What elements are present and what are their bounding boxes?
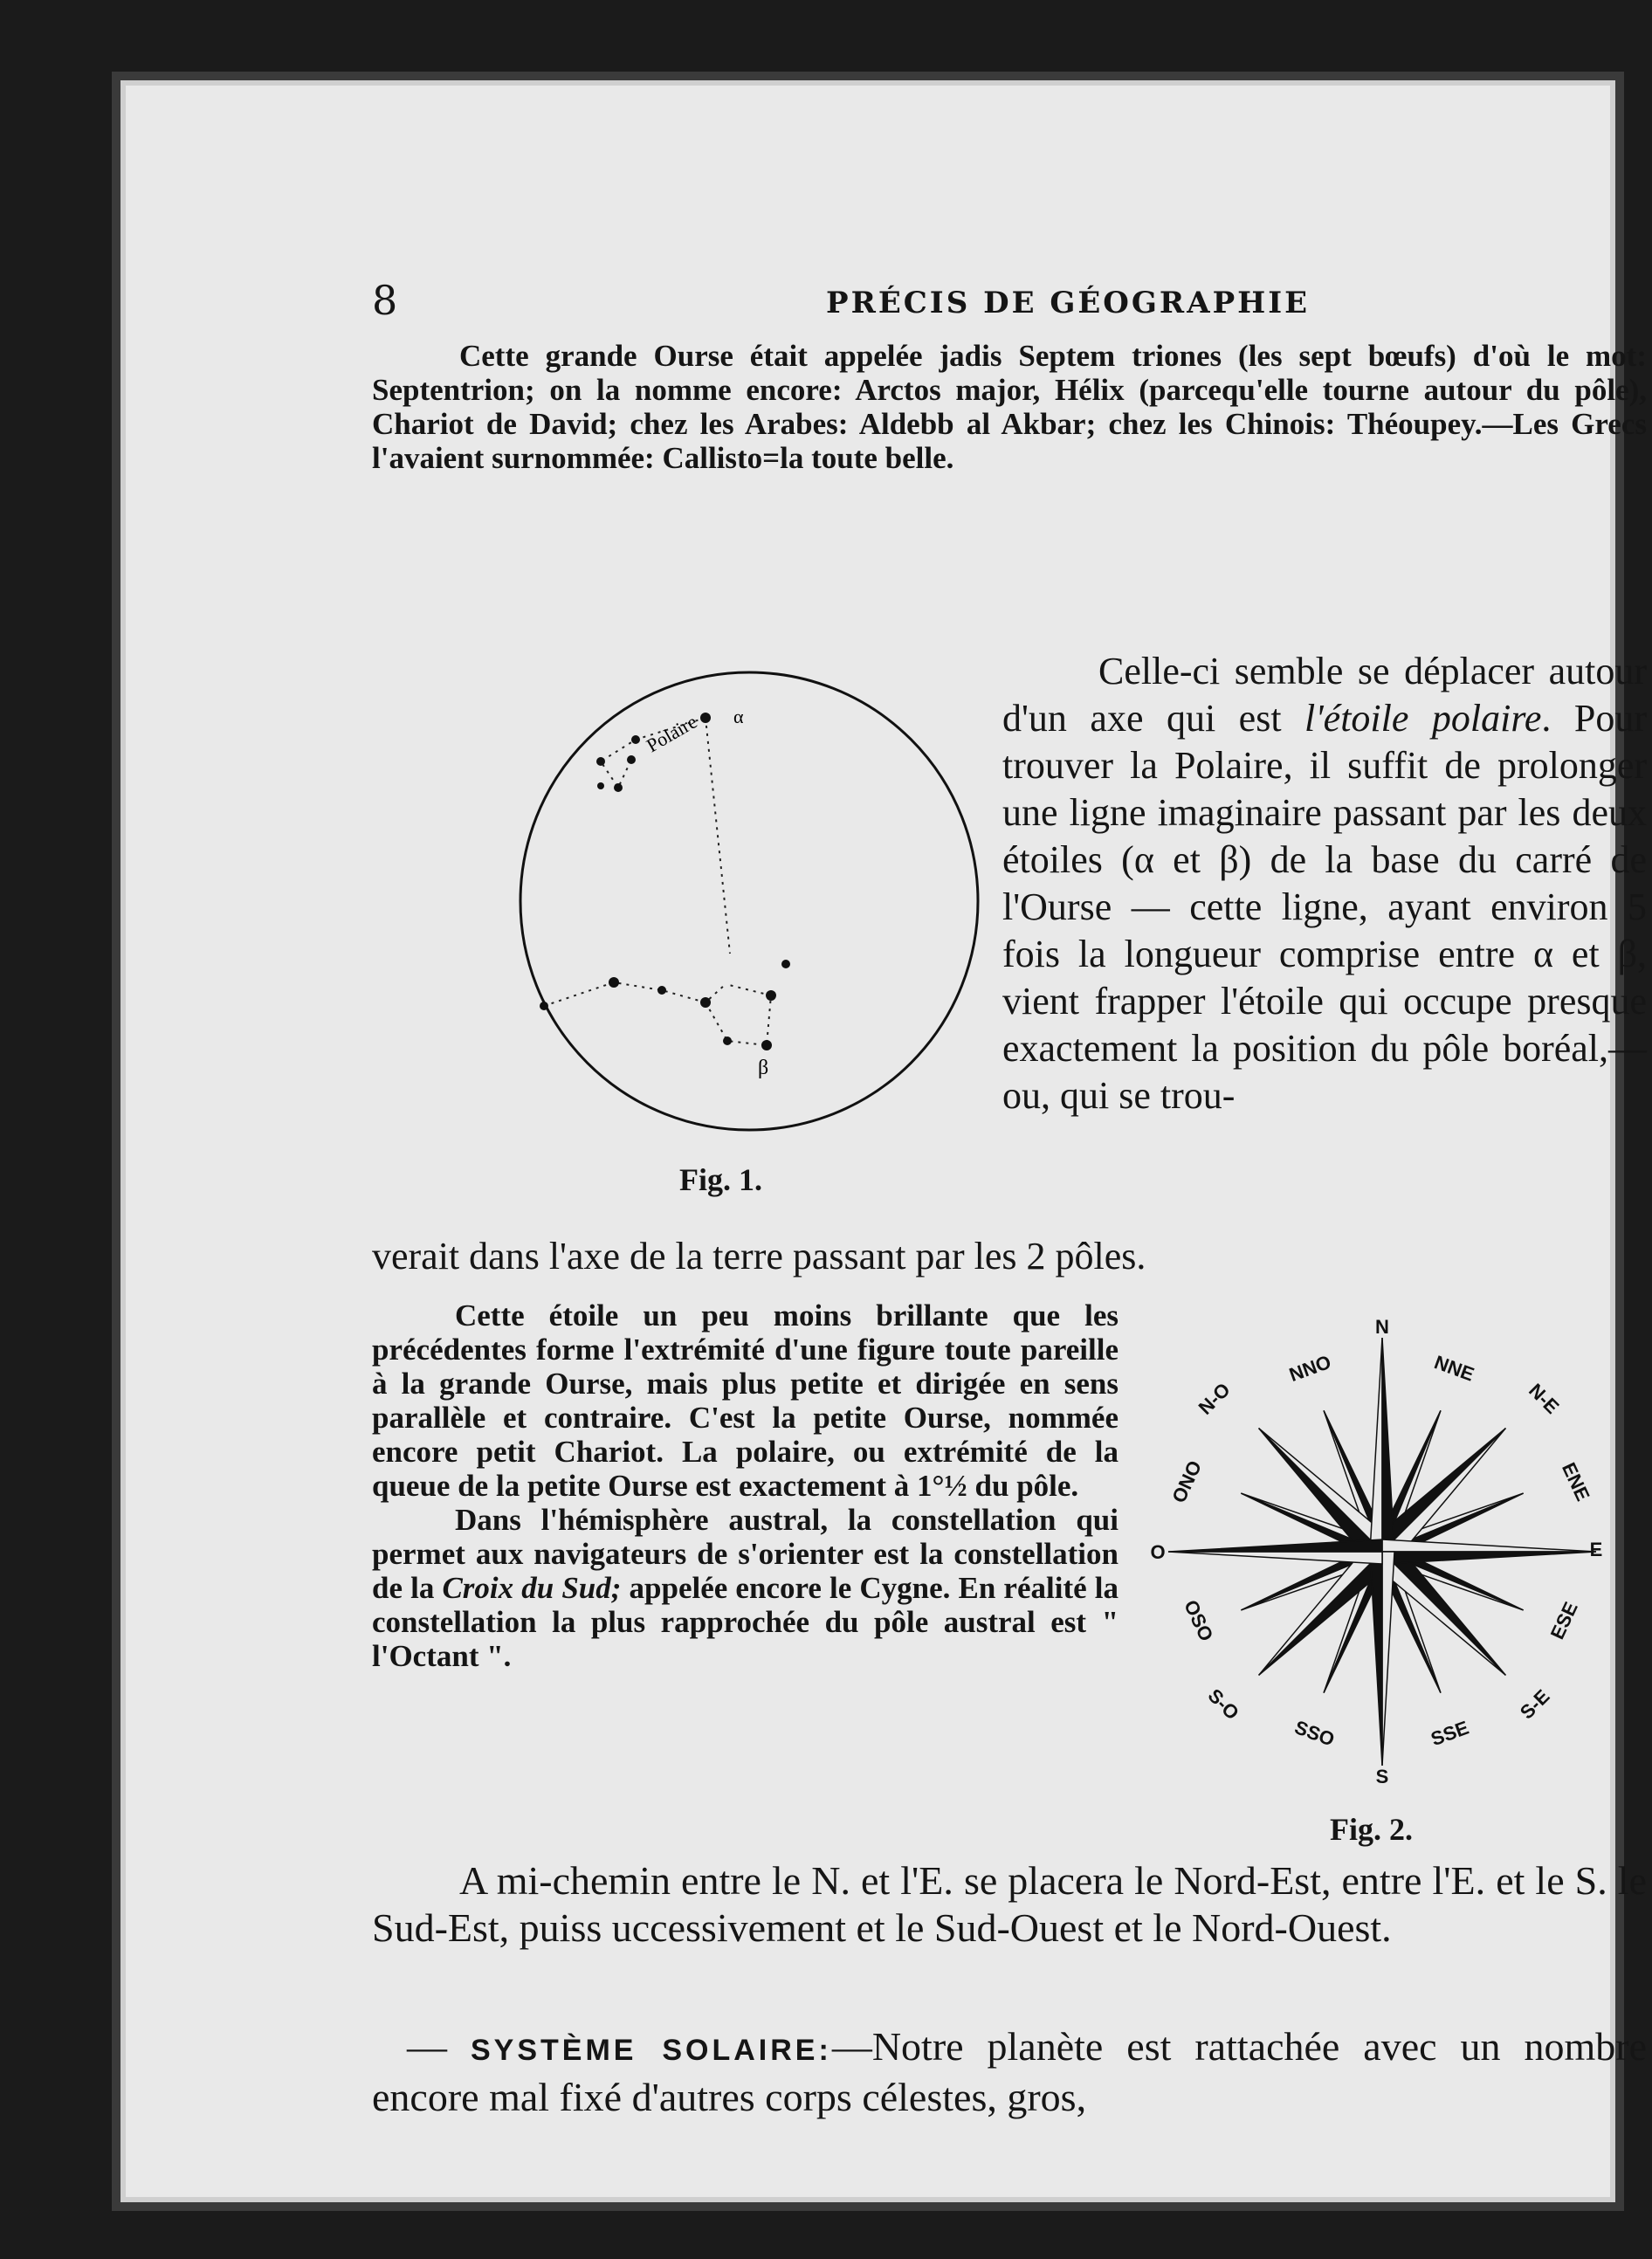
star [614, 783, 623, 792]
label-nno: NNO [1286, 1350, 1334, 1387]
paragraph-polaire [1002, 648, 1647, 1119]
label-no: N-O [1194, 1378, 1235, 1419]
compass-spike-cardinal [1370, 1338, 1382, 1552]
systeme-text: —Notre planète est rattachée avec un nombre encore mal fixé d'autres corps célestes, gros, [372, 2024, 1647, 2119]
pointer-line [706, 718, 730, 954]
star [627, 755, 636, 764]
star [596, 757, 605, 766]
paragraph-systeme-solaire [372, 2023, 1647, 2121]
page-number: 8 [372, 277, 398, 324]
star [761, 1040, 772, 1050]
compass-spike-cardinal [1168, 1552, 1382, 1564]
paragraph-petite-ourse [372, 1298, 1119, 1673]
star [700, 997, 711, 1008]
figure-2-compass-rose [1142, 1312, 1622, 1792]
running-title: PRÉCIS DE GÉOGRAPHIE [826, 286, 1311, 320]
label-ne: N-E [1525, 1379, 1564, 1418]
star [631, 735, 640, 744]
label-sso: SSO [1291, 1716, 1338, 1751]
star [657, 986, 666, 995]
petite-ourse-p1: Cette étoile un peu moins brillante que les précédentes forme l'extrémité d'une figure toute pareille à la grande Ourse, mais plus petite et dirigée en sens parallèle et contraire. C'est la petite Ourse, nommée encore petit Chariot. La polaire, ou extrémité de la queue de la petite Ourse est exactement à 1°½ du pôle. [372, 1298, 1119, 1503]
label-se: S-E [1515, 1684, 1554, 1724]
compass-spike-cardinal [1382, 1552, 1394, 1766]
paragraph-grande-ourse: Cette grande Ourse était appelée jadis Septem triones (les sept bœufs) d'où le mot: Septentrion; on la nomme encore: Arctos major, Hélix (parcequ'elle tourne autour du pôle), Chariot de David; chez les Arabes: Aldebb al Akbar; chez les Chinois: Théoupey.—Les Grecs l'avaient surnommée: Callisto=la toute belle. [372, 339, 1647, 475]
star [781, 960, 790, 968]
label-e: E [1589, 1539, 1603, 1560]
book-page [120, 80, 1647, 2202]
page-header [372, 277, 1647, 329]
label-so: S-O [1203, 1684, 1243, 1725]
label-oso: OSO [1180, 1596, 1218, 1645]
figure-2-caption: Fig. 2. [1330, 1812, 1413, 1847]
polaire-italic: l'étoile polaire [1304, 697, 1542, 740]
label-ene: ENE [1557, 1459, 1594, 1505]
star [540, 1002, 548, 1010]
figure-1-constellation [505, 657, 994, 1146]
label-ono: ONO [1167, 1457, 1207, 1506]
label-sse: SSE [1428, 1716, 1472, 1751]
petite-ourse-p2 [372, 1503, 1119, 1673]
paragraph-polaire-continuation: verait dans l'axe de la terre passant par les 2 pôles. [372, 1235, 1146, 1278]
compass-spike-cardinal [1382, 1338, 1394, 1552]
compass-spike-cardinal [1168, 1539, 1382, 1552]
compass-spike-cardinal [1382, 1552, 1596, 1564]
alpha-label: α [733, 706, 744, 727]
great-bear-lines [544, 982, 726, 1006]
star [700, 713, 711, 723]
p2-text-2: appelée encore le Cygne. En réalité la constellation la plus rapprochée du pôle austral est " l'Octant ". [372, 1571, 1119, 1673]
label-ese: ESE [1545, 1598, 1582, 1643]
label-o: O [1150, 1541, 1166, 1563]
polaire-text-1: Celle-ci semble se déplacer autour d'un axe qui est [1002, 650, 1647, 740]
label-s: S [1375, 1766, 1389, 1787]
star [609, 977, 619, 988]
figure-1-caption: Fig. 1. [679, 1162, 762, 1197]
systeme-dash: — [407, 2024, 447, 2069]
beta-label: β [758, 1057, 769, 1079]
compass-spike-cardinal [1370, 1552, 1382, 1766]
compass-spike-cardinal [1382, 1539, 1596, 1552]
polaire-text-2: . Pour trouver la Polaire, il suffit de prolonger une ligne imaginaire passant par les deux étoiles (α et β) de la base du carré de l'Ourse — cette ligne, ayant environ 5 fois la longueur comprise entre α et β, vient frapper l'étoile qui occupe presque exactement la position du pôle boréal,—ou, qui se trou- [1002, 697, 1647, 1117]
polaire-label: Polaire [643, 710, 701, 757]
systeme-solaire-heading: SYSTÈME SOLAIRE: [470, 2034, 832, 2067]
star [597, 782, 604, 789]
label-nne: NNE [1431, 1351, 1477, 1386]
p2-text-1: Dans l'hémisphère austral, la constellation qui permet aux navigateurs de s'orienter est la constellation de la [372, 1503, 1119, 1605]
sky-circle [520, 672, 978, 1130]
paragraph-nord-est: A mi-chemin entre le N. et l'E. se placera le Nord-Est, entre l'E. et le S. le Sud-Est, puiss uccessivement et le Sud-Ouest et le Nord-Ouest. [372, 1858, 1647, 1950]
star [766, 990, 776, 1001]
label-n: N [1375, 1316, 1389, 1338]
croix-du-sud: Croix du Sud; [442, 1571, 622, 1605]
star [723, 1037, 732, 1045]
